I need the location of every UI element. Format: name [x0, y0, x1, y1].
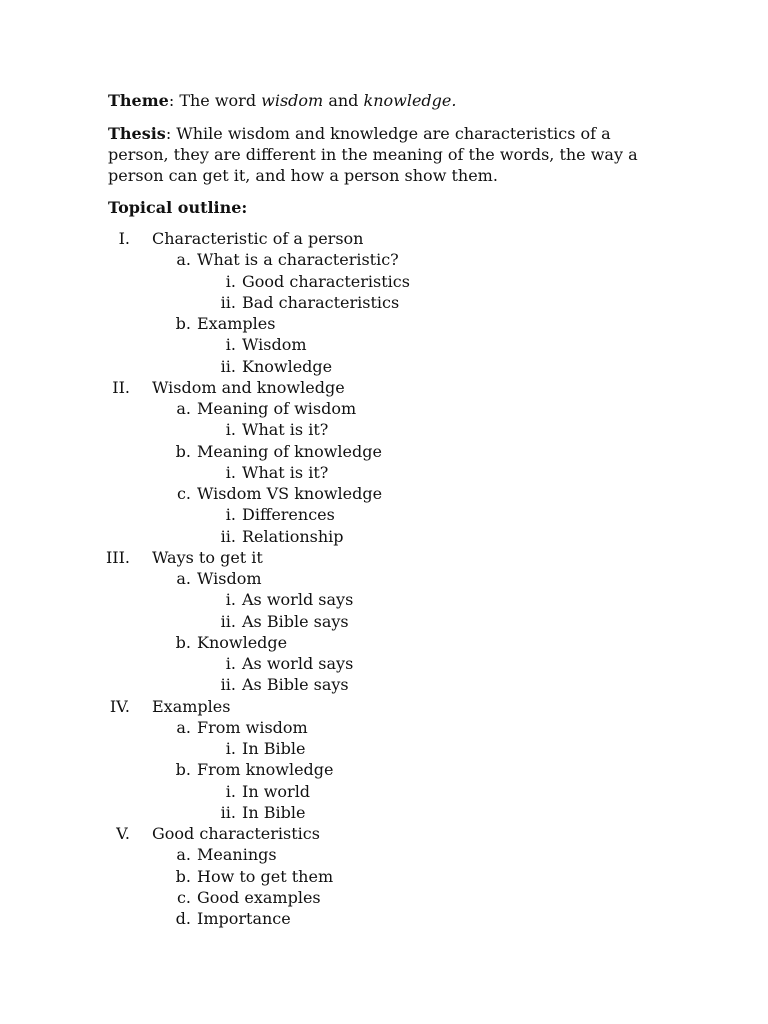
outline-text: Bad characteristics	[242, 292, 400, 312]
outline-text: Importance	[197, 909, 291, 928]
outline-number: c.	[176, 484, 191, 503]
theme-text-pre: The word	[179, 91, 262, 110]
outline-text: Examples	[152, 696, 231, 716]
outline-text: From knowledge	[197, 760, 334, 780]
outline-text: Good characteristics	[152, 824, 320, 843]
outline-number: b.	[175, 760, 191, 780]
outline-number: ii.	[220, 611, 236, 631]
outline-text: In Bible	[242, 739, 306, 758]
thesis-text: While wisdom and knowledge are characteristics of a person, they are different in the meaning of the words, the way a person can get it, and how a person show them.	[108, 124, 638, 185]
outline-number: i.	[225, 505, 236, 525]
outline-number: II.	[112, 377, 130, 397]
outline-number: a.	[176, 717, 191, 737]
outline-heading: Topical outline:	[108, 198, 248, 217]
outline-text: How to get them	[197, 866, 334, 886]
outline-text: What is it?	[242, 420, 329, 440]
outline-number: i.	[225, 654, 236, 673]
outline-text: From wisdom	[197, 717, 308, 737]
outline-number: i.	[225, 590, 236, 610]
outline-number: I.	[118, 229, 130, 248]
outline-text: In world	[242, 781, 311, 801]
outline-text: Good characteristics	[242, 271, 410, 291]
outline-number: i.	[225, 781, 236, 801]
outline-text: As world says	[242, 654, 354, 673]
outline-number: a.	[176, 569, 191, 588]
outline-text: As Bible says	[242, 675, 349, 695]
outline-number: a.	[176, 399, 191, 418]
outline-text: Wisdom	[197, 569, 262, 588]
outline-text: Meaning of knowledge	[197, 441, 382, 461]
thesis-separator: :	[165, 124, 177, 143]
outline-number: ii.	[220, 356, 236, 376]
outline-number: b.	[175, 632, 191, 652]
outline-text: Relationship	[242, 526, 344, 546]
theme-separator: :	[168, 91, 180, 110]
theme-word-knowledge: knowledge.	[363, 91, 457, 110]
outline-number: ii.	[220, 526, 236, 546]
outline-text: Knowledge	[197, 632, 288, 652]
outline-text: Wisdom	[242, 335, 307, 355]
outline-number: i.	[225, 462, 236, 482]
outline-number: i.	[225, 271, 236, 291]
outline-text: Wisdom VS knowledge	[197, 484, 383, 503]
outline-number: b.	[175, 314, 191, 333]
outline-text: As world says	[242, 590, 354, 610]
theme-text-mid: and	[323, 91, 364, 110]
outline-text: As Bible says	[242, 611, 349, 631]
outline-number: a.	[176, 250, 191, 270]
outline-number: i.	[225, 335, 236, 355]
outline-text: Good examples	[197, 887, 321, 907]
outline-number: d.	[175, 909, 191, 928]
outline-number: i.	[225, 420, 236, 440]
outline-text: Characteristic of a person	[152, 229, 364, 248]
thesis-label: Thesis	[108, 124, 166, 143]
outline-number: ii.	[220, 292, 236, 312]
thesis-paragraph	[108, 123, 668, 186]
outline-number: c.	[176, 887, 191, 907]
outline-text: Knowledge	[242, 356, 333, 376]
outline-number: b.	[175, 866, 191, 886]
outline-text: Meanings	[197, 845, 277, 865]
theme-label: Theme	[108, 91, 169, 110]
outline-text: Examples	[197, 314, 276, 333]
outline-number: V.	[116, 824, 130, 843]
outline-number: IV.	[109, 696, 130, 716]
outline-text: Wisdom and knowledge	[152, 377, 345, 397]
outline-text: What is a characteristic?	[197, 250, 399, 270]
theme-word-wisdom: wisdom	[261, 91, 324, 110]
outline-number: III.	[105, 547, 130, 567]
outline-number: a.	[176, 845, 191, 865]
outline-number: i.	[225, 739, 236, 758]
outline-text: Differences	[242, 505, 335, 525]
outline-text: Ways to get it	[152, 547, 263, 567]
outline-text: Meaning of wisdom	[197, 399, 357, 418]
theme-line	[108, 90, 668, 111]
outline-number: ii.	[220, 802, 236, 822]
outline-number: ii.	[220, 675, 236, 695]
outline-number: b.	[175, 441, 191, 461]
outline-text: In Bible	[242, 802, 306, 822]
outline-text: What is it?	[242, 462, 329, 482]
